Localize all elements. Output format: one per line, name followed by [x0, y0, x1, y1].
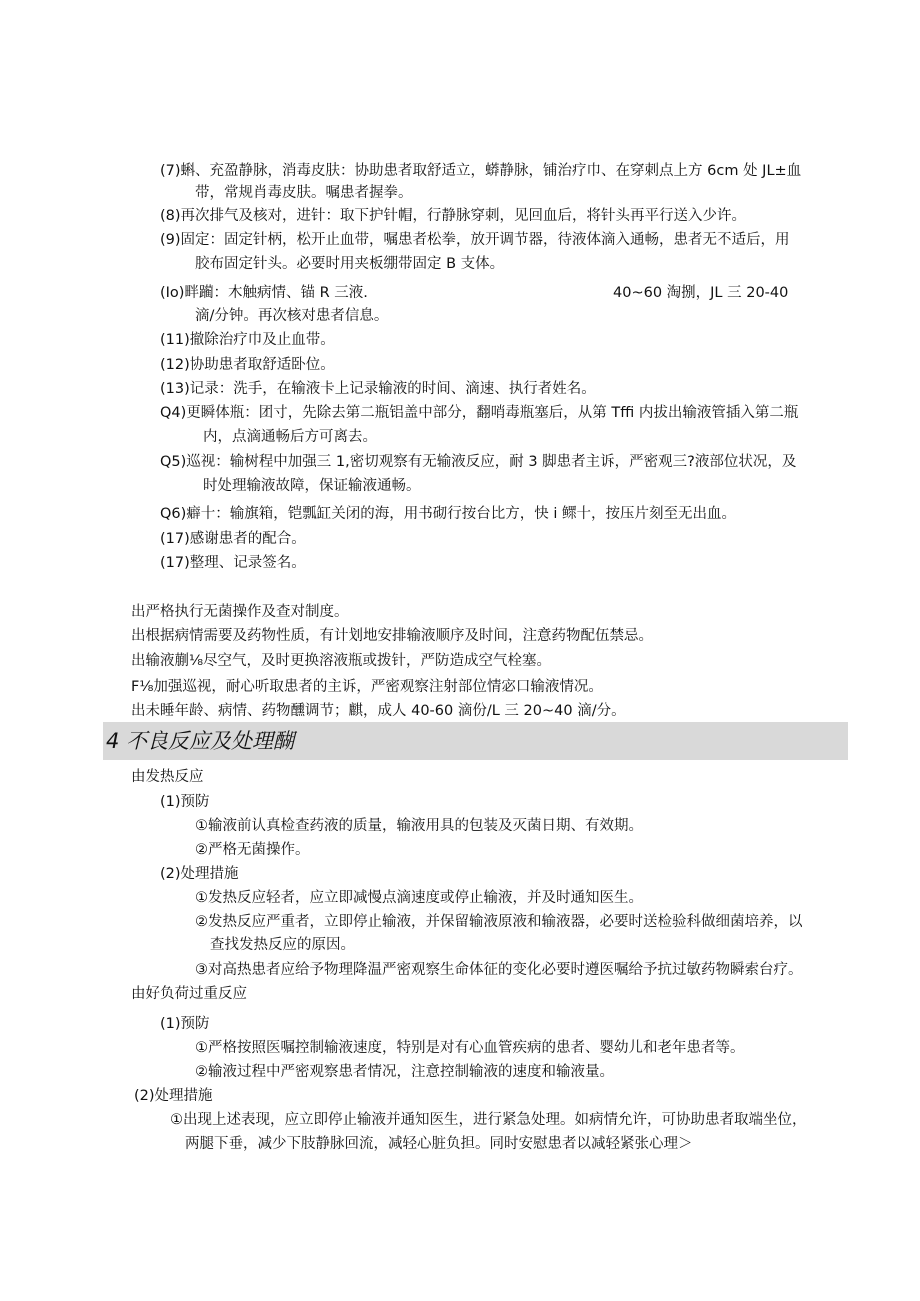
note-item: 出严格执行无菌操作及查对制度。	[131, 604, 349, 620]
overload-prevention-item: ②输液过程中严密观察患者情况，注意控制输液的速度和输液量。	[195, 1064, 614, 1080]
overload-treatment-title: (2)处理措施	[134, 1088, 213, 1104]
step-7-line-2: 带，常规肖毒皮肤。嘱患者握拳。	[195, 185, 413, 201]
overload-prevention-title: (1)预防	[160, 1016, 210, 1032]
overload-treatment-item-cont: 两腿下垂，减少下肢静脉回流，减轻心脏负担。同时安慰患者以减轻紧张心理＞	[185, 1136, 693, 1152]
fever-title: 由发热反应	[131, 769, 204, 785]
step-10-line-1b: 40~60 淘捌，JL 三 20-40	[613, 285, 789, 301]
step-17a-line-1: (17)感谢患者的配合。	[160, 531, 306, 547]
fever-treatment-item: ②发热反应严重者，立即停止输液，并保留输液原液和输液器，必要时送检验科做细菌培养，以	[195, 914, 803, 930]
fever-treatment-title: (2)处理措施	[160, 866, 239, 882]
step-13-line-1: (13)记录：洗手，在输液卡上记录输液的时间、滴速、执行者姓名。	[160, 381, 596, 397]
note-item: 出输液蒯⅛尽空气，及时更换溶液瓶或拨针，严防造成空气栓塞。	[131, 653, 552, 669]
fever-treatment-item: ③对高热患者应给予物理降温严密观察生命体征的变化必要时遵医嘱给予抗过敏药物瞬索台疗。	[195, 962, 803, 978]
overload-prevention-item: ①严格按照医嘱控制输液速度，特别是对有心血管疾病的患者、婴幼儿和老年患者等。	[195, 1040, 745, 1056]
step-8-line-1: (8)再次排气及核对，进针：取下护针帽，行静脉穿刺，见回血后，将针头再平行送入少许。	[160, 208, 747, 224]
step-14-line-1: Q4)更瞬体瓶：团寸，先除去第二瓶铝盖中部分，翻哨毒瓶塞后，从第 Tffi 内拔出输液管插入第二瓶	[160, 405, 799, 421]
step-9-line-1: (9)固定：固定针柄，松开止血带，嘱患者松拳，放开调节器，待液体滴入通畅，患者无不适后，用	[160, 232, 790, 248]
fever-treatment-item-cont: 查找发热反应的原因。	[210, 937, 355, 953]
step-12-line-1: (12)协助患者取舒适卧位。	[160, 357, 335, 373]
overload-treatment-item: ①出现上述表现，应立即停止输液并通知医生，进行紧急处理。如病情允许，可协助患者取端坐位，	[170, 1112, 807, 1128]
overload-title: 由好负荷过重反应	[131, 986, 247, 1002]
step-16-line-1: Q6)癖十：输旗箱，铠瓢缸关闭的海，用书砌行按台比方，快 i 鳏十，按压片刻至无出血。	[160, 506, 737, 522]
fever-prevention-item: ①输液前认真检查药液的质量，输液用具的包装及灭菌日期、有效期。	[195, 818, 643, 834]
step-15-line-2: 时处理输液故障，保证输液通畅。	[203, 478, 421, 494]
note-item: F⅛加强巡视，耐心听取患者的主诉，严密观察注射部位情宓口输液情况。	[131, 679, 603, 695]
section-heading: 4 不良反应及处理醐	[106, 729, 295, 753]
step-15-line-1: Q5)巡视：输树程中加强三 1,密切观察有无输液反应，耐 3 脚患者主诉，严密观三?液部位状况，及	[160, 454, 797, 470]
fever-treatment-item: ①发热反应轻者，应立即减慢点滴速度或停止输液，并及时通知医生。	[195, 890, 643, 906]
fever-prevention-item: ②严格无菌操作。	[195, 842, 310, 858]
step-14-line-2: 内，点滴通畅后方可离去。	[203, 429, 377, 445]
note-item: 出未睡年龄、病情、药物醺调节；麒，成人 40-60 滴份/L 三 20~40 滴/分。	[131, 703, 626, 719]
fever-prevention-title: (1)预防	[160, 794, 210, 810]
step-10-line-2: 滴/分钟。再次核对患者信息。	[195, 308, 389, 324]
step-7-line-1: (7)蝌、充盈静脉，消毒皮肤：协助患者取舒适立，蟒静脉，铺治疗巾、在穿刺点上方 6cm 处 JL±血	[160, 163, 802, 179]
step-17b-line-1: (17)整理、记录签名。	[160, 555, 306, 571]
note-item: 出根据病情需要及药物性质，有计划地安排输液顺序及时间，注意药物配伍禁忌。	[131, 628, 653, 644]
step-9-line-2: 胶布固定针头。必要时用夹板绷带固定 B 支体。	[195, 256, 505, 272]
step-10-line-1a: (Io)畔躏：木触病情、锚 R 三液.	[160, 285, 368, 301]
step-11-line-1: (11)撤除治疗巾及止血带。	[160, 332, 335, 348]
